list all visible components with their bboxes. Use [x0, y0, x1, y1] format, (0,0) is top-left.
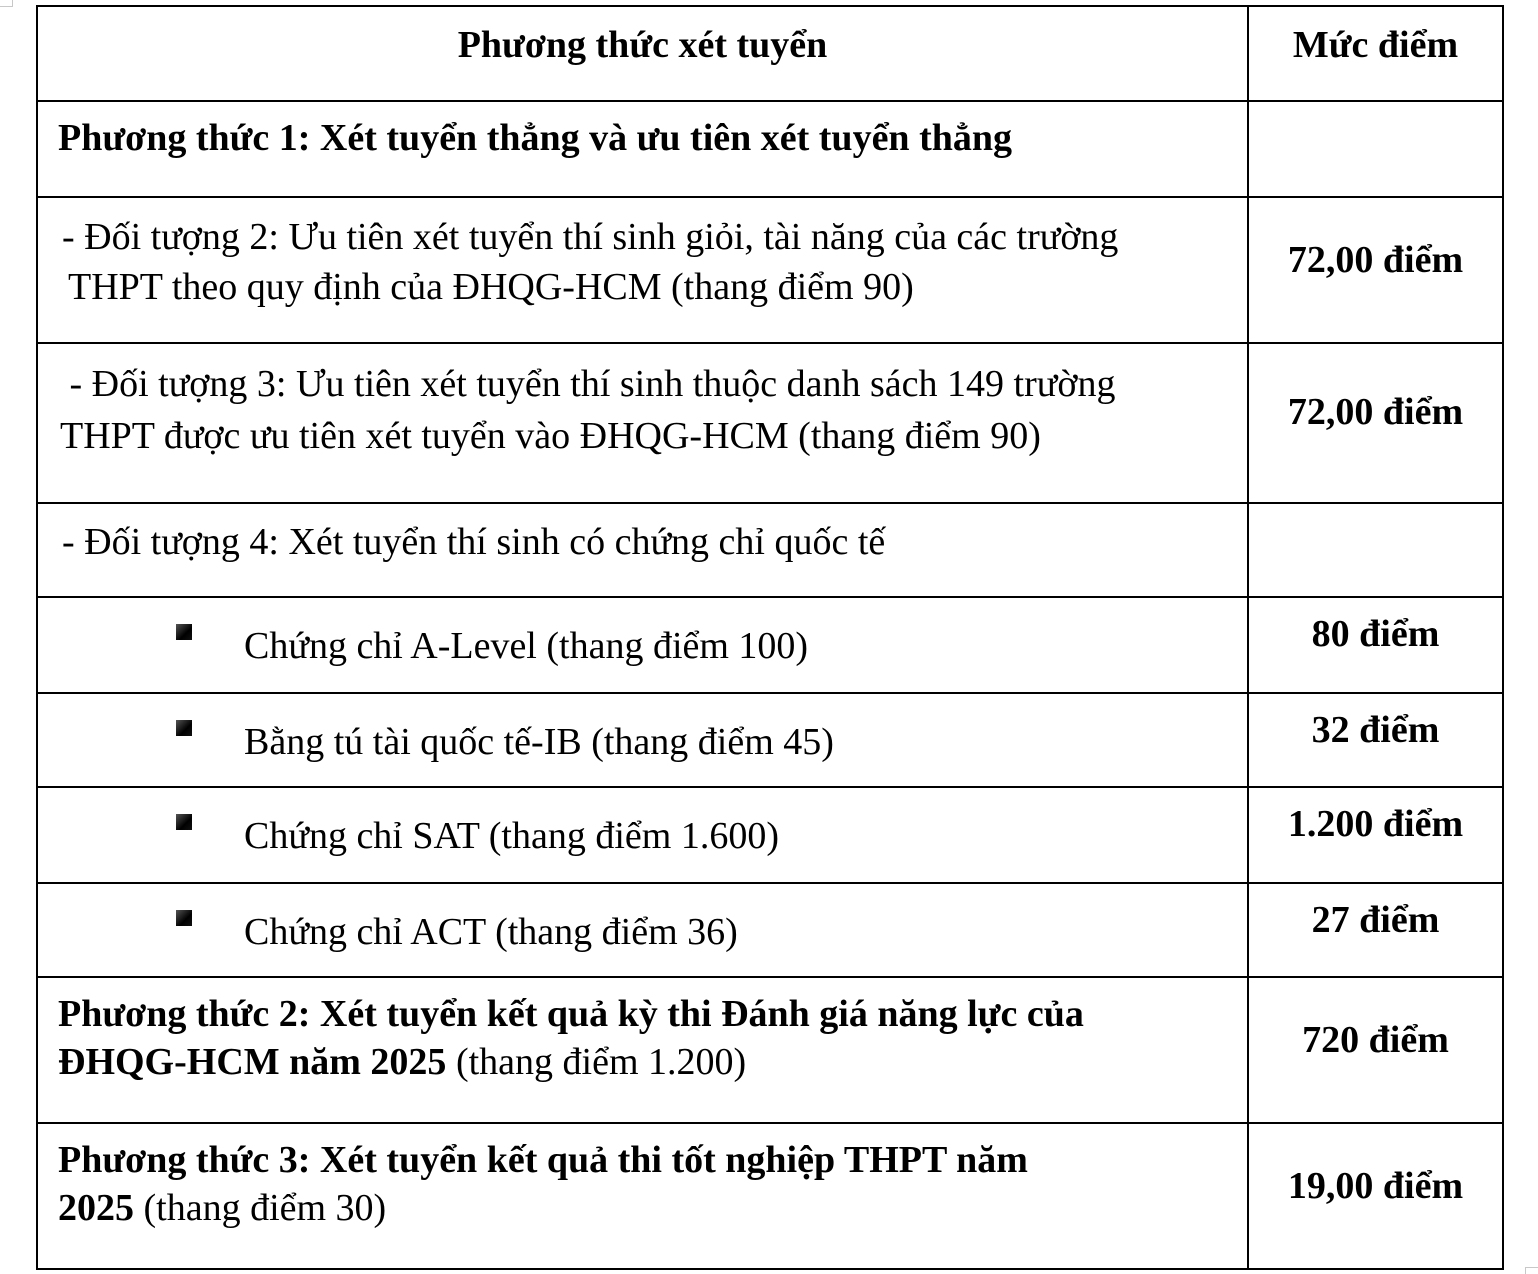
certificate-label: Bằng tú tài quốc tế-IB (thang điểm 45) — [244, 721, 834, 763]
method3-bold-part: 2025 — [58, 1187, 134, 1229]
object3-line1: - Đối tượng 3: Ưu tiên xét tuyển thí sinh thuộc danh sách 149 trường — [60, 363, 1116, 405]
object3-description — [37, 343, 1248, 503]
method2-line1: Phương thức 2: Xét tuyển kết quả kỳ thi Đánh giá năng lực của — [58, 993, 1084, 1035]
method1-title: Phương thức 1: Xét tuyển thẳng và ưu tiên xét tuyển thẳng — [37, 101, 1248, 197]
certificate-score: 27 điểm — [1248, 883, 1503, 977]
certificate-item — [37, 883, 1248, 977]
table-row — [37, 343, 1503, 503]
table-header-row — [37, 6, 1503, 101]
table-row — [37, 597, 1503, 693]
header-score: Mức điểm — [1248, 6, 1503, 101]
table-row — [37, 977, 1503, 1123]
square-bullet-icon — [176, 720, 192, 736]
method3-line1: Phương thức 3: Xét tuyển kết quả thi tốt nghiệp THPT năm — [58, 1139, 1028, 1181]
page-corner-mark — [0, 0, 13, 7]
method1-score — [1248, 101, 1503, 197]
object2-line2: THPT theo quy định của ĐHQG-HCM (thang điểm 90) — [68, 266, 914, 308]
method3-score: 19,00 điểm — [1248, 1123, 1503, 1269]
certificate-label: Chứng chỉ A-Level (thang điểm 100) — [244, 625, 809, 667]
object2-score: 72,00 điểm — [1248, 197, 1503, 343]
object4-title: - Đối tượng 4: Xét tuyển thí sinh có chứng chỉ quốc tế — [37, 503, 1248, 597]
method2-bold-part: ĐHQG-HCM năm 2025 — [58, 1041, 447, 1083]
table-row — [37, 1123, 1503, 1269]
table-row — [37, 787, 1503, 883]
object4-score — [1248, 503, 1503, 597]
certificate-score: 1.200 điểm — [1248, 787, 1503, 883]
method3-scale: (thang điểm 30) — [134, 1187, 387, 1229]
certificate-score: 80 điểm — [1248, 597, 1503, 693]
certificate-item — [37, 787, 1248, 883]
certificate-label: Chứng chỉ SAT (thang điểm 1.600) — [244, 815, 779, 857]
object3-line2: THPT được ưu tiên xét tuyển vào ĐHQG-HCM (thang điểm 90) — [60, 415, 1041, 457]
certificate-item — [37, 597, 1248, 693]
table-row — [37, 101, 1503, 197]
table-row — [37, 883, 1503, 977]
square-bullet-icon — [176, 910, 192, 926]
method2-scale: (thang điểm 1.200) — [446, 1041, 747, 1083]
method2-score: 720 điểm — [1248, 977, 1503, 1123]
admission-score-table — [36, 5, 1504, 1270]
object2-description — [37, 197, 1248, 343]
object3-score: 72,00 điểm — [1248, 343, 1503, 503]
method3-description — [37, 1123, 1248, 1269]
page-corner-mark — [1525, 1267, 1538, 1274]
square-bullet-icon — [176, 814, 192, 830]
table-row — [37, 693, 1503, 787]
header-method: Phương thức xét tuyển — [37, 6, 1248, 101]
method3-line2 — [58, 1184, 1229, 1232]
method2-description — [37, 977, 1248, 1123]
method2-line2 — [58, 1038, 1229, 1086]
object2-line1: - Đối tượng 2: Ưu tiên xét tuyển thí sinh giỏi, tài năng của các trường — [62, 216, 1119, 258]
table-row — [37, 503, 1503, 597]
certificate-label: Chứng chỉ ACT (thang điểm 36) — [244, 911, 738, 953]
certificate-item — [37, 693, 1248, 787]
table-row — [37, 197, 1503, 343]
certificate-score: 32 điểm — [1248, 693, 1503, 787]
square-bullet-icon — [176, 624, 192, 640]
